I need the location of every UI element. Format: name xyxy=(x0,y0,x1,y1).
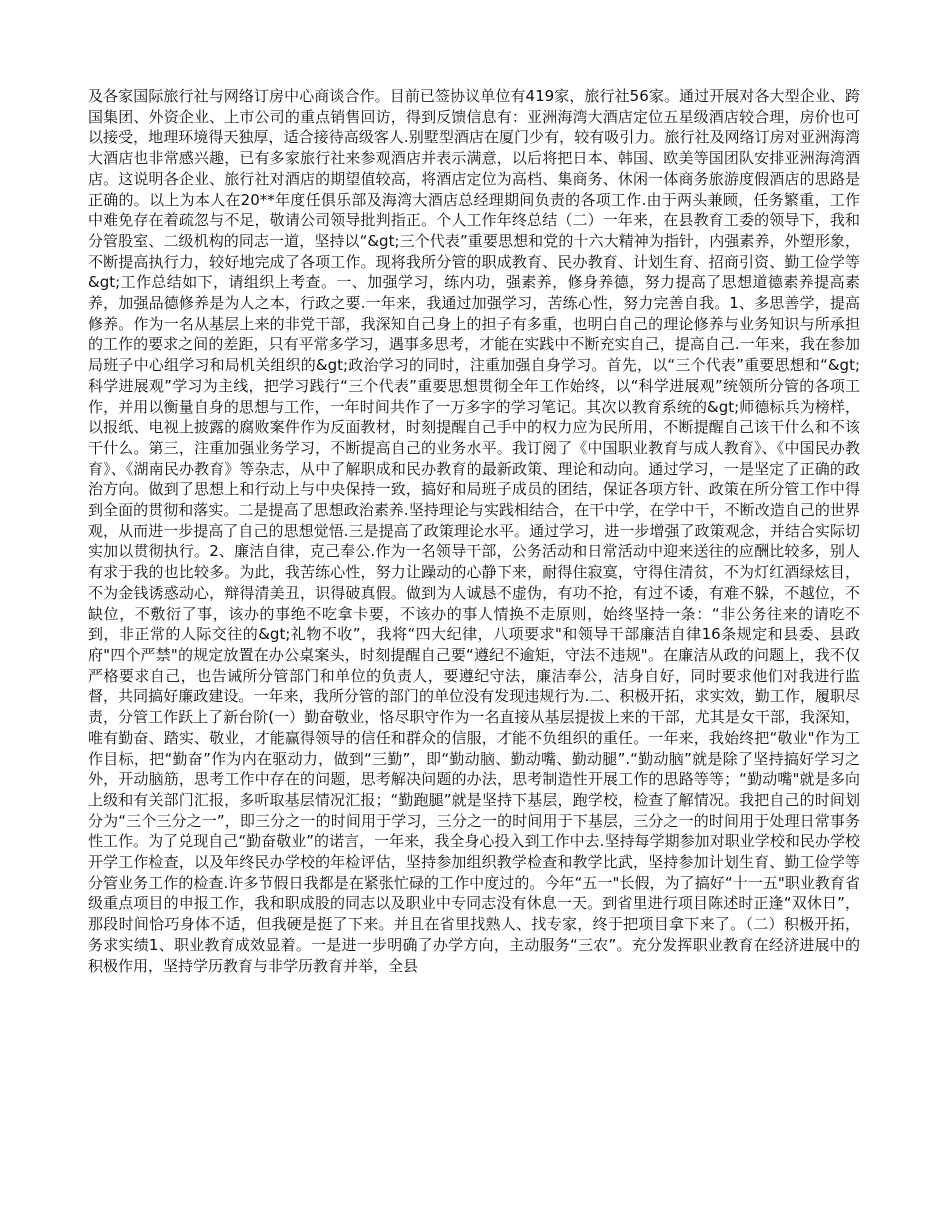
document-page xyxy=(88,86,860,1146)
document-body-text: 及各家国际旅行社与网络订房中心商谈合作。目前已签协议单位有419家，旅行社56家。通过开展对各大型企业、跨国集团、外资企业、上市公司的重点销售回访，得到反馈信息有：亚洲海湾大酒店定位五星级酒店较合理，房价也可以接受，地理环境得天独厚，适合接待高级客人.别墅型酒店在厦门少有，较有吸引力。旅行社及网络订房对亚洲海湾大酒店也非常感兴趣，已有多家旅行社来参观酒店并表示满意，以后将把日本、韩国、欧美等国团队安排亚洲海湾酒店。这说明各企业、旅行社对酒店的期望值较高，将酒店定位为高档、集商务、休闲一体商务旅游度假酒店的思路是正确的。以上为本人在20**年度任俱乐部及海湾大酒店总经理期间负责的各项工作.由于两头兼顾，任务繁重，工作中难免存在着疏忽与不足，敬请公司领导批判指正。个人工作年终总结（二）一年来，在县教育工委的领导下，我和分管股室、二级机构的同志一道，坚持以“&gt;三个代表”重要思想和党的十六大精神为指针，内强素养，外塑形象，不断提高执行力，较好地完成了各项工作。现将我所分管的职成教育、民办教育、计划生育、招商引资、勤工俭学等&gt;工作总结如下，请组织上考查。一、加强学习，练内功，强素养，修身养德，努力提高了思想道德素养提高素养，加强品德修养是为人之本，行政之要.一年来，我通过加强学习，苦练心性，努力完善自我。1、多思善学，提高修养。作为一名从基层上来的非党干部，我深知自己身上的担子有多重，也明白自己的理论修养与业务知识与所承担的工作的要求之间的差距，只有平常多学习，遇事多思考，才能在实践中不断充实自己，提高自己.一年来，我在参加局班子中心组学习和局机关组织的&gt;政治学习的同时，注重加强自身学习。首先，以“三个代表”重要思想和“&gt;科学进展观”学习为主线，把学习践行“三个代表”重要思想贯彻全年工作始终，以“科学进展观”统领所分管的各项工作，并用以衡量自身的思想与工作，一年时间共作了一万多字的学习笔记。其次以教育系统的&gt;师德标兵为榜样，以报纸、电视上披露的腐败案件作为反面教材，时刻提醒自己手中的权力应为民所用，不断提醒自己该干什么和不该干什么。第三，注重加强业务学习，不断提高自己的业务水平。我订阅了《中国职业教育与成人教育》、《中国民办教育》、《湖南民办教育》等杂志，从中了解职成和民办教育的最新政策、理论和动向。通过学习，一是坚定了正确的政治方向。做到了思想上和行动上与中央保持一致，搞好和局班子成员的团结，保证各项方针、政策在所分管工作中得到全面的贯彻和落实。二是提高了思想政治素养.坚持理论与实践相结合，在干中学，在学中干，不断改造自己的世界观，从而进一步提高了自己的思想觉悟.三是提高了政策理论水平。通过学习，进一步增强了政策观念，并结合实际切实加以贯彻执行。2、廉洁自律，克己奉公.作为一名领导干部，公务活动和日常活动中迎来送往的应酬比较多，别人有求于我的也比较多。为此，我苦练心性，努力让躁动的心静下来，耐得住寂寞，守得住清贫，不为灯红酒绿炫目，不为金钱诱惑动心，辩得清美丑，识得破真假。做到为人诚恳不虚伪，有功不抢，有过不诿，有难不躲，不越位，不缺位，不敷衍了事，该办的事绝不吃拿卡要，不该办的事人情换不走原则，始终坚持一条：“非公务往来的请吃不到，非正常的人际交往的&gt;礼物不收”，我将“四大纪律，八项要求"和领导干部廉洁自律16条规定和县委、县政府"四个严禁"的规定放置在办公桌案头，时刻提醒自己要“遵纪不逾矩，守法不违规"。在廉洁从政的问题上，我不仅严格要求自己，也告诫所分管部门和单位的负责人，要遵纪守法，廉洁奉公，洁身自好，同时要求他们对我进行监督，共同搞好廉政建设。一年来，我所分管的部门的单位没有发现违规行为.二、积极开拓，求实效，勤工作，履职尽责，分管工作跃上了新台阶(一）勤奋敬业，恪尽职守作为一名直接从基层提拔上来的干部，尤其是女干部，我深知，唯有勤奋、踏实、敬业，才能赢得领导的信任和群众的信服，才能不负组织的重任。一年来，我始终把“敬业"作为工作目标，把“勤奋”作为内在驱动力，做到“三勤”，即“勤动脑、勤动嘴、勤动腿”.“勤动脑”就是除了坚持搞好学习之外，开动脑筋，思考工作中存在的问题，思考解决问题的办法，思考制造性开展工作的思路等等；“勤动嘴"就是多向上级和有关部门汇报，多听取基层情况汇报；“勤跑腿”就是坚持下基层，跑学校，检查了解情况。我把自己的时间划分为“三个三分之一”，即三分之一的时间用于学习，三分之一的时间用于下基层，三分之一的时间用于处理日常事务性工作。为了兑现自己“勤奋敬业”的诺言，一年来，我全身心投入到工作中去.坚持每学期参加对职业学校和民办学校开学工作检查，以及年终民办学校的年检评估，坚持参加组织教学检查和教学比武，坚持参加计划生育、勤工俭学等分管业务工作的检查.许多节假日我都是在紧张忙碌的工作中度过的。今年“五一"长假，为了搞好“十一五"职业教育省级重点项目的申报工作，我和职成股的同志以及职业中专同志没有休息一天。到省里进行项目陈述时正逢“双休日”，那段时间恰巧身体不适，但我硬是挺了下来。并且在省里找熟人、找专家，终于把项目拿下来了。（二）积极开拓，务求实绩1、职业教育成效显着。一是进一步明确了办学方向，主动服务“三农”。充分发挥职业教育在经济进展中的积极作用，坚持学历教育与非学历教育并举，全县 xyxy=(88,87,860,975)
